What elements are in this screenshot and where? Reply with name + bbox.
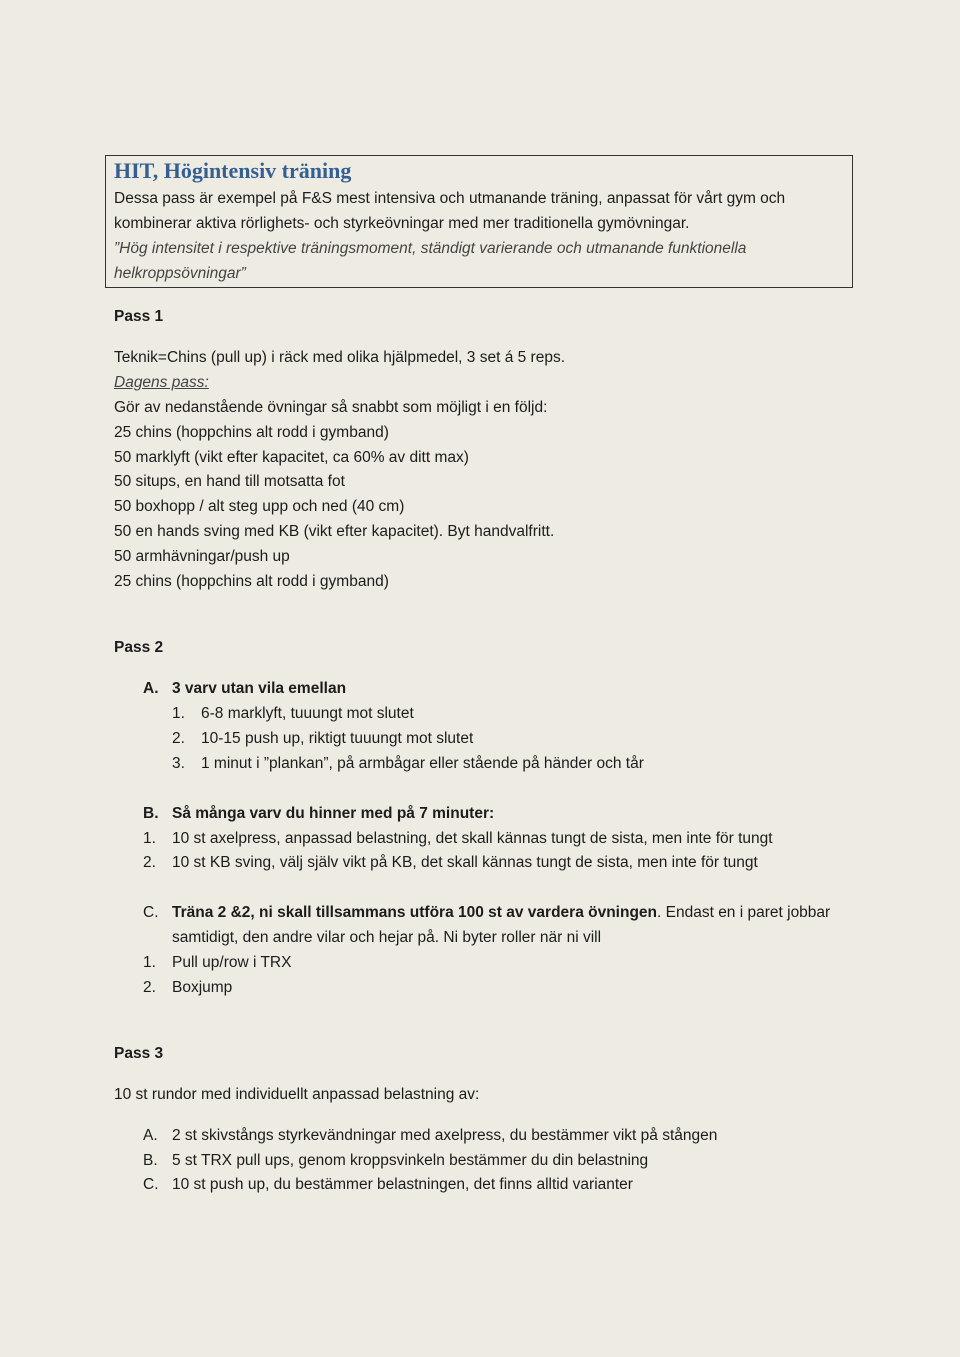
- list-number: 1.: [143, 954, 156, 971]
- page-title: HIT, Högintensiv träning: [114, 158, 352, 183]
- list-letter: B.: [143, 1152, 158, 1169]
- pass2-heading: Pass 2: [114, 639, 164, 656]
- quote-line: helkroppsövningar”: [114, 265, 246, 282]
- list-item: 10 st axelpress, anpassad belastning, det skall kännas tungt de sista, men inte för tungt: [172, 830, 773, 847]
- list-item: 10 st KB sving, välj själv vikt på KB, det skall kännas tungt de sista, men inte för tungt: [172, 854, 758, 871]
- exercise-line: 50 boxhopp / alt steg upp och ned (40 cm): [114, 498, 405, 515]
- list-number: 1.: [172, 705, 185, 722]
- section-c-title: [172, 903, 830, 923]
- list-item: Pull up/row i TRX: [172, 954, 292, 971]
- pass1-heading: Pass 1: [114, 308, 164, 325]
- list-letter: A.: [143, 680, 159, 697]
- list-item: 6-8 marklyft, tuuungt mot slutet: [201, 705, 414, 722]
- list-item: 2 st skivstångs styrkevändningar med axelpress, du bestämmer vikt på stången: [172, 1127, 718, 1144]
- exercise-line: 50 marklyft (vikt efter kapacitet, ca 60% av ditt max): [114, 449, 469, 466]
- quote-line: ”Hög intensitet i respektive träningsmoment, ständigt varierande och utmanande funktionella: [114, 240, 747, 257]
- pass1-technique: Teknik=Chins (pull up) i räck med olika hjälpmedel, 3 set á 5 reps.: [114, 349, 566, 366]
- list-number: 3.: [172, 755, 185, 772]
- exercise-line: 25 chins (hoppchins alt rodd i gymband): [114, 424, 389, 441]
- list-item: 1 minut i ”plankan”, på armbågar eller stående på händer och tår: [201, 755, 644, 772]
- exercise-line: 50 en hands sving med KB (vikt efter kapacitet). Byt handvalfritt.: [114, 523, 555, 540]
- pass3-heading: Pass 3: [114, 1045, 164, 1062]
- list-item: 10 st push up, du bestämmer belastningen, det finns alltid varianter: [172, 1176, 633, 1193]
- list-letter: C.: [143, 904, 159, 921]
- pass1-instruction: Gör av nedanstående övningar så snabbt som möjligt i en följd:: [114, 399, 548, 416]
- intro-line: kombinerar aktiva rörlighets- och styrkeövningar med mer traditionella gymövningar.: [114, 215, 690, 232]
- list-number: 2.: [143, 854, 156, 871]
- list-letter: A.: [143, 1127, 158, 1144]
- pass3-intro: 10 st rundor med individuellt anpassad belastning av:: [114, 1086, 480, 1103]
- list-letter: B.: [143, 805, 159, 822]
- section-c-title-rest: . Endast en i paret jobbar: [657, 904, 831, 921]
- exercise-line: 50 armhävningar/push up: [114, 548, 290, 565]
- intro-line: Dessa pass är exempel på F&S mest intensiva och utmanande träning, anpassat för vårt gym och: [114, 190, 786, 207]
- list-number: 1.: [143, 830, 156, 847]
- exercise-line: 50 situps, en hand till motsatta fot: [114, 473, 345, 490]
- exercise-line: 25 chins (hoppchins alt rodd i gymband): [114, 573, 389, 590]
- section-c-title-bold: Träna 2 &2, ni skall tillsammans utföra 100 st av vardera övningen: [172, 904, 658, 921]
- list-item: 10-15 push up, riktigt tuuungt mot slutet: [201, 730, 474, 747]
- section-b-title: Så många varv du hinner med på 7 minuter:: [172, 805, 495, 822]
- list-number: 2.: [143, 979, 156, 996]
- list-letter: C.: [143, 1176, 159, 1193]
- list-item: 5 st TRX pull ups, genom kroppsvinkeln bestämmer du din belastning: [172, 1152, 649, 1169]
- section-a-title: 3 varv utan vila emellan: [172, 680, 347, 697]
- section-c-line2: samtidigt, den andre vilar och hejar på. Ni byter roller när ni vill: [172, 929, 602, 946]
- list-item: Boxjump: [172, 979, 233, 996]
- dagens-pass-label: Dagens pass:: [114, 374, 209, 391]
- list-number: 2.: [172, 730, 185, 747]
